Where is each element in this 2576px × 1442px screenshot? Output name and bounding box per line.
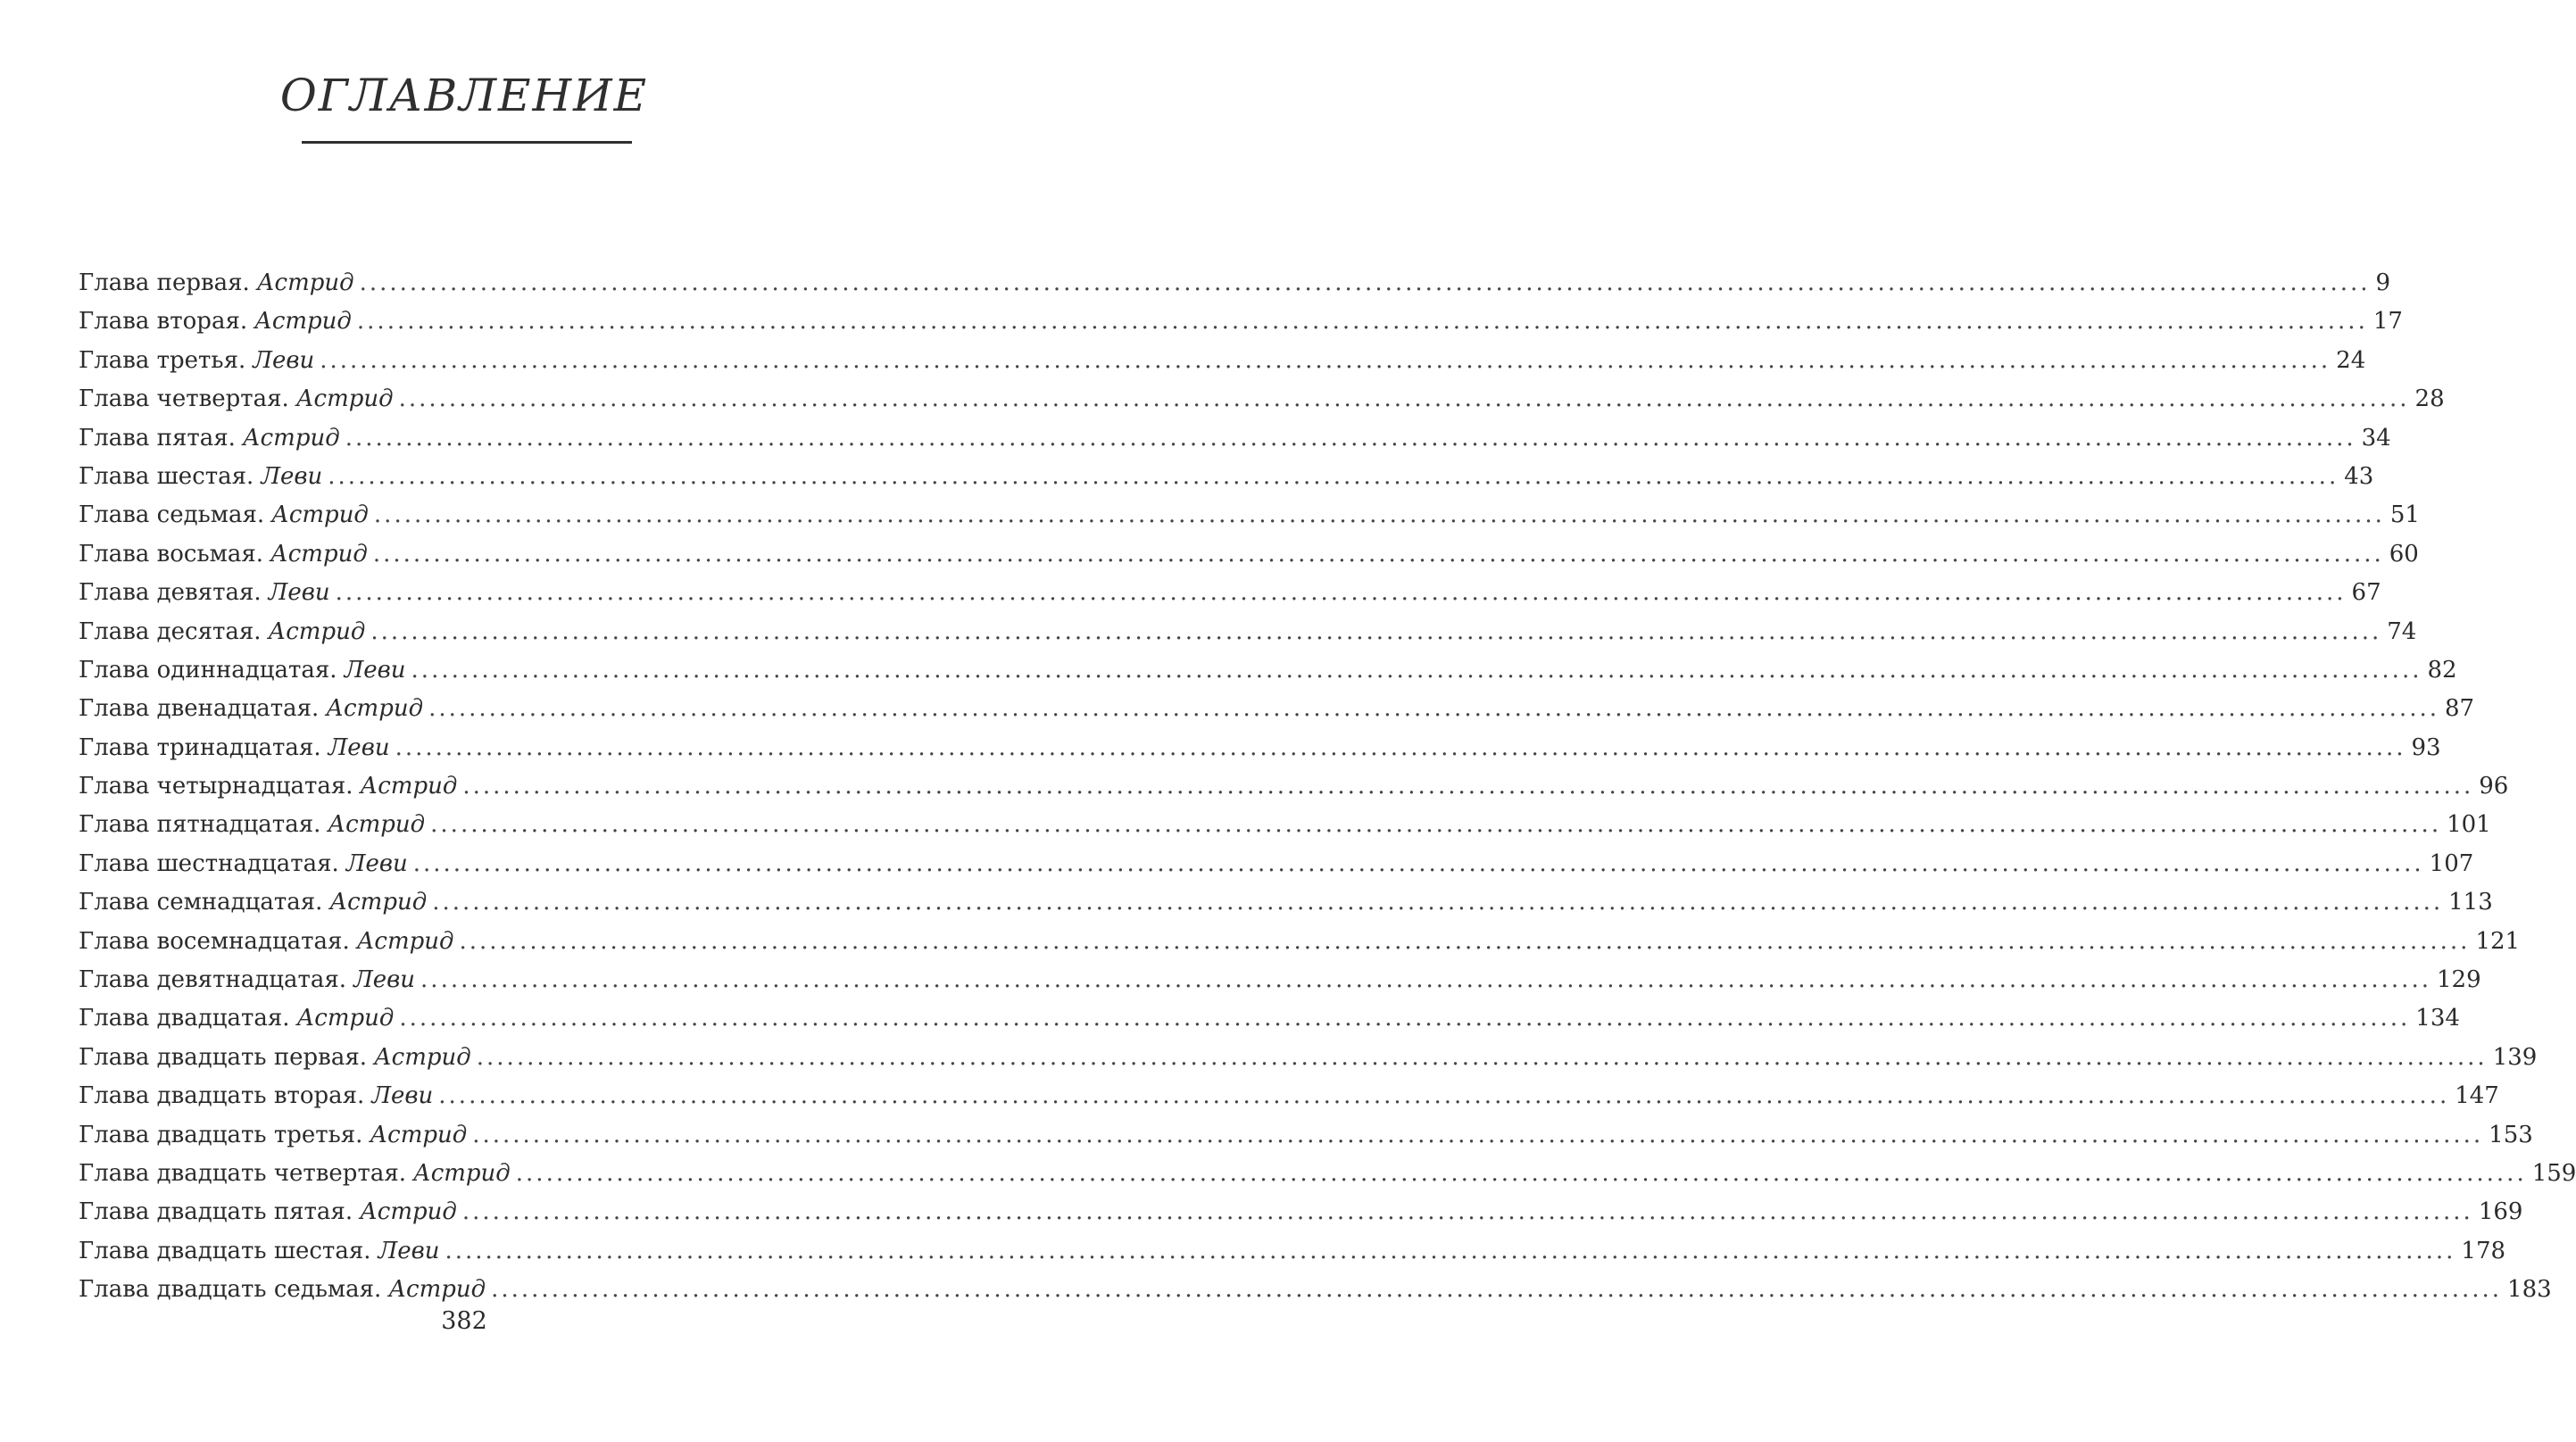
dot-leader: ........................................................................................................................................................................................................ <box>462 773 2474 800</box>
chapter-title: Глава двадцать первая. <box>79 1043 367 1071</box>
dot-leader: ........................................................................................................................................................................................................ <box>398 385 2410 413</box>
chapter-title: Глава вторая. <box>79 308 248 336</box>
chapter-narrator: Леви <box>268 579 330 607</box>
chapter-narrator: Астрид <box>256 269 354 296</box>
chapter-page-number: 101 <box>2447 811 2491 839</box>
chapter-page-number: 96 <box>2479 773 2509 800</box>
toc-entry <box>79 1155 2576 1193</box>
chapter-title: Глава первая. <box>79 269 250 296</box>
dot-leader: ........................................................................................................................................................................................................ <box>335 579 2347 607</box>
chapter-narrator: Астрид <box>268 617 366 645</box>
chapter-title: Глава двадцать пятая. <box>79 1198 353 1226</box>
chapter-narrator: Астрид <box>242 424 340 452</box>
chapter-narrator: Леви <box>345 849 408 877</box>
chapter-title: Глава десятая. <box>79 617 262 645</box>
chapter-title: Глава третья. <box>79 346 246 374</box>
dot-leader: ........................................................................................................................................................................................................ <box>420 966 2431 994</box>
chapter-narrator: Астрид <box>270 540 368 568</box>
toc-entry <box>79 767 2509 806</box>
chapter-title: Глава двадцать шестая. <box>79 1237 371 1264</box>
chapter-page-number: 153 <box>2489 1121 2533 1148</box>
toc-entry <box>79 883 2493 922</box>
dot-leader: ........................................................................................................................................................................................................ <box>373 501 2385 529</box>
chapter-title: Глава двадцать вторая. <box>79 1082 365 1110</box>
chapter-title: Глава двадцать четвертая. <box>79 1159 406 1187</box>
chapter-title: Глава восьмая. <box>79 540 264 568</box>
dot-leader: ........................................................................................................................................................................................................ <box>359 269 2371 296</box>
page-number: 382 <box>441 1307 487 1335</box>
chapter-narrator: Астрид <box>370 1121 468 1148</box>
chapter-page-number: 159 <box>2531 1159 2576 1187</box>
chapter-title: Глава седьмая. <box>79 501 265 529</box>
toc-entry <box>79 1116 2533 1155</box>
chapter-narrator: Астрид <box>295 385 394 413</box>
chapter-page-number: 121 <box>2475 927 2521 955</box>
dot-leader: ........................................................................................................................................................................................................ <box>345 424 2356 452</box>
toc-entry <box>79 651 2457 690</box>
toc-entry <box>79 1193 2523 1231</box>
chapter-page-number: 134 <box>2415 1005 2460 1032</box>
dot-leader: ........................................................................................................................................................................................................ <box>399 1005 2411 1032</box>
chapter-narrator: Леви <box>344 656 406 684</box>
toc-entry <box>79 613 2417 651</box>
chapter-narrator: Астрид <box>360 1198 457 1226</box>
chapter-title: Глава четвертая. <box>79 385 289 413</box>
toc-entry <box>79 1232 2506 1271</box>
dot-leader: ........................................................................................................................................................................................................ <box>428 695 2439 723</box>
chapter-page-number: 28 <box>2414 385 2445 413</box>
page-title: ОГЛАВЛЕНИЕ <box>279 70 649 121</box>
toc-entry <box>79 1271 2552 1309</box>
chapter-narrator: Астрид <box>271 501 369 529</box>
toc-entry <box>79 380 2445 419</box>
chapter-narrator: Астрид <box>373 1043 471 1071</box>
toc-entry <box>79 845 2474 883</box>
dot-leader: ........................................................................................................................................................................................................ <box>430 811 2442 839</box>
chapter-title: Глава шестая. <box>79 462 254 490</box>
toc-entry <box>79 264 2391 302</box>
chapter-title: Глава двадцатая. <box>79 1005 290 1032</box>
dot-leader: ........................................................................................................................................................................................................ <box>395 733 2406 761</box>
chapter-title: Глава восемнадцатая. <box>79 927 350 955</box>
dot-leader: ........................................................................................................................................................................................................ <box>515 1159 2527 1187</box>
chapter-page-number: 87 <box>2445 695 2475 723</box>
chapter-title: Глава одиннадцатая. <box>79 656 337 684</box>
toc-entry <box>79 690 2475 728</box>
chapter-page-number: 67 <box>2351 579 2381 607</box>
chapter-narrator: Леви <box>328 733 390 761</box>
chapter-page-number: 129 <box>2436 966 2481 994</box>
toc-entry <box>79 574 2381 612</box>
chapter-title: Глава шестнадцатая. <box>79 849 339 877</box>
chapter-title: Глава тринадцатая. <box>79 733 321 761</box>
dot-leader: ........................................................................................................................................................................................................ <box>370 617 2382 645</box>
chapter-page-number: 9 <box>2375 269 2391 296</box>
chapter-page-number: 169 <box>2478 1198 2523 1226</box>
toc-entry <box>79 496 2420 535</box>
title-underline <box>302 141 632 144</box>
dot-leader: ........................................................................................................................................................................................................ <box>372 540 2384 568</box>
chapter-page-number: 51 <box>2389 501 2420 529</box>
chapter-page-number: 183 <box>2507 1276 2552 1304</box>
chapter-title: Глава пятнадцатая. <box>79 811 321 839</box>
toc-entry <box>79 1077 2499 1115</box>
chapter-title: Глава пятая. <box>79 424 236 452</box>
chapter-narrator: Леви <box>378 1237 440 1264</box>
dot-leader: ........................................................................................................................................................................................................ <box>461 1198 2473 1226</box>
dot-leader: ........................................................................................................................................................................................................ <box>328 462 2339 490</box>
chapter-narrator: Леви <box>261 462 323 490</box>
chapter-title: Глава девятнадцатая. <box>79 966 347 994</box>
table-of-contents <box>79 264 2576 1310</box>
toc-entry <box>79 419 2391 458</box>
chapter-narrator: Астрид <box>296 1005 395 1032</box>
dot-leader: ........................................................................................................................................................................................................ <box>445 1237 2456 1264</box>
toc-entry <box>79 1039 2538 1077</box>
toc-entry <box>79 923 2521 961</box>
chapter-title: Глава четырнадцатая. <box>79 773 353 800</box>
chapter-page-number: 82 <box>2427 656 2457 684</box>
chapter-narrator: Леви <box>353 966 416 994</box>
dot-leader: ........................................................................................................................................................................................................ <box>356 308 2368 336</box>
toc-entry <box>79 458 2374 496</box>
chapter-page-number: 107 <box>2429 849 2474 877</box>
chapter-narrator: Астрид <box>360 773 458 800</box>
chapter-narrator: Леви <box>253 346 315 374</box>
chapter-narrator: Астрид <box>388 1276 486 1304</box>
toc-entry <box>79 535 2419 574</box>
chapter-narrator: Астрид <box>254 308 352 336</box>
dot-leader: ........................................................................................................................................................................................................ <box>459 927 2471 955</box>
toc-entry <box>79 342 2366 380</box>
chapter-narrator: Астрид <box>413 1159 511 1187</box>
chapter-narrator: Астрид <box>356 927 454 955</box>
dot-leader: ........................................................................................................................................................................................................ <box>491 1276 2503 1304</box>
chapter-page-number: 34 <box>2361 424 2391 452</box>
chapter-page-number: 113 <box>2448 889 2493 916</box>
dot-leader: ........................................................................................................................................................................................................ <box>472 1121 2484 1148</box>
chapter-page-number: 60 <box>2389 540 2419 568</box>
chapter-title: Глава девятая. <box>79 579 262 607</box>
chapter-page-number: 43 <box>2344 462 2374 490</box>
dot-leader: ........................................................................................................................................................................................................ <box>411 656 2422 684</box>
dot-leader: ........................................................................................................................................................................................................ <box>432 889 2444 916</box>
chapter-narrator: Астрид <box>326 695 424 723</box>
chapter-page-number: 93 <box>2411 733 2441 761</box>
chapter-page-number: 24 <box>2336 346 2366 374</box>
chapter-page-number: 139 <box>2492 1043 2538 1071</box>
chapter-title: Глава двадцать третья. <box>79 1121 363 1148</box>
chapter-page-number: 147 <box>2455 1082 2499 1110</box>
chapter-narrator: Астрид <box>329 889 428 916</box>
chapter-title: Глава семнадцатая. <box>79 889 323 916</box>
chapter-narrator: Леви <box>371 1082 434 1110</box>
chapter-page-number: 74 <box>2387 617 2417 645</box>
toc-entry <box>79 729 2441 767</box>
dot-leader: ........................................................................................................................................................................................................ <box>320 346 2331 374</box>
toc-entry <box>79 961 2481 999</box>
chapter-page-number: 178 <box>2461 1237 2506 1264</box>
dot-leader: ........................................................................................................................................................................................................ <box>438 1082 2450 1110</box>
chapter-narrator: Астрид <box>328 811 426 839</box>
toc-entry <box>79 999 2460 1038</box>
toc-entry <box>79 302 2403 341</box>
chapter-title: Глава двенадцатая. <box>79 695 320 723</box>
dot-leader: ........................................................................................................................................................................................................ <box>476 1043 2488 1071</box>
chapter-page-number: 17 <box>2372 308 2403 336</box>
toc-entry <box>79 806 2491 844</box>
chapter-title: Глава двадцать седьмая. <box>79 1276 382 1304</box>
dot-leader: ........................................................................................................................................................................................................ <box>412 849 2424 877</box>
